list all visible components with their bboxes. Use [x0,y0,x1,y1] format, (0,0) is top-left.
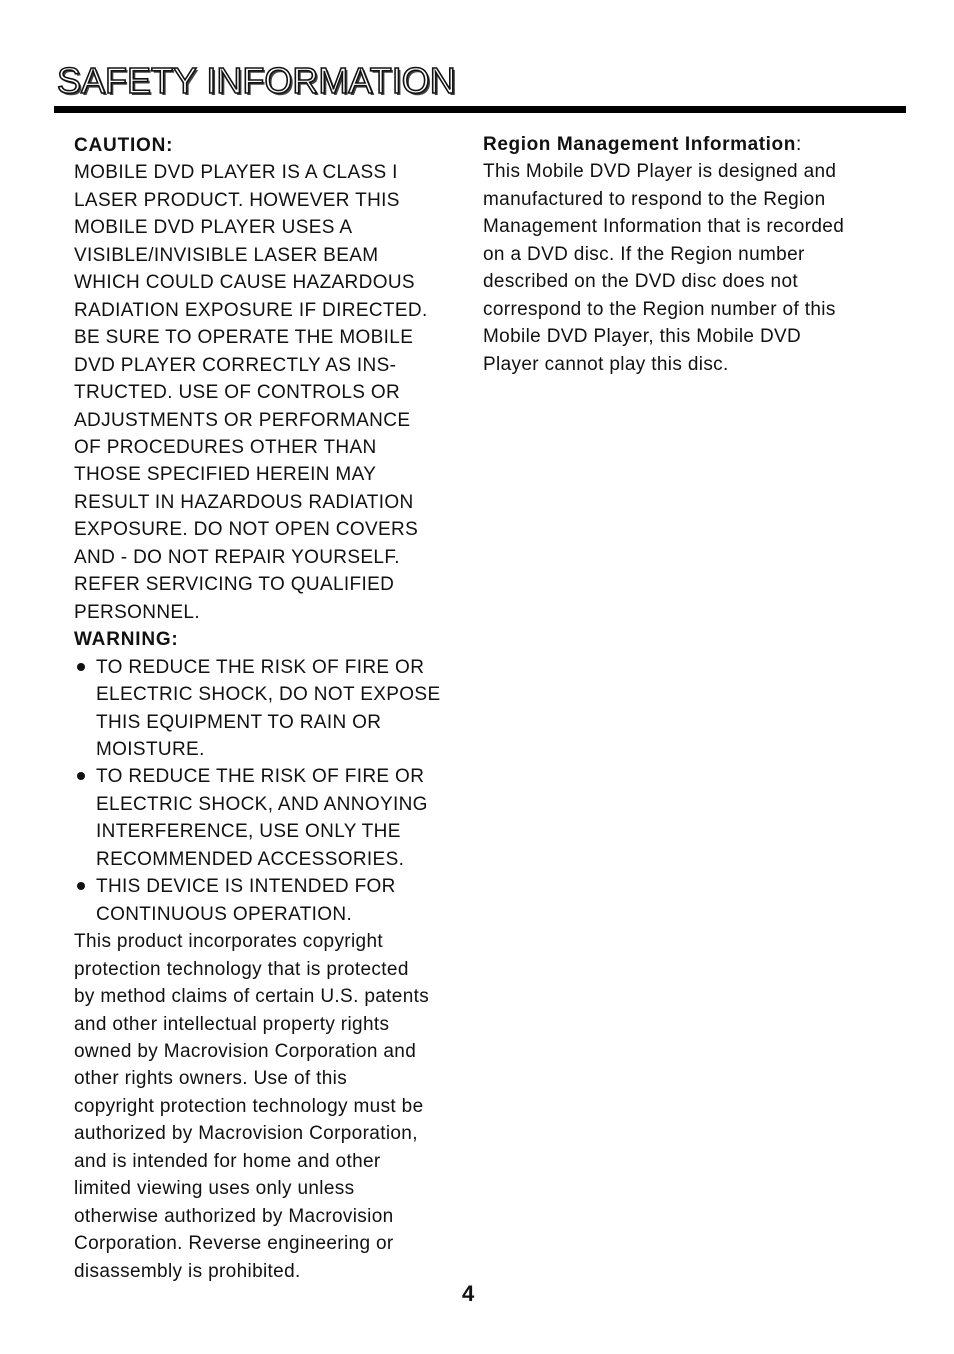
caution-line: MOBILE DVD PLAYER IS A CLASS I [74,162,398,184]
region-line: Management Information that is recorded [483,216,845,238]
caution-line: LASER PRODUCT. HOWEVER THIS [74,189,400,211]
macrovision-line: copyright protection technology must be [74,1095,424,1117]
warning-item [74,873,464,928]
caution-line: BE SURE TO OPERATE THE MOBILE [74,327,414,349]
warning-heading: WARNING: [74,629,179,651]
caution-line: AND - DO NOT REPAIR YOURSELF. [74,546,400,568]
caution-line: REFER SERVICING TO QUALIFIED [74,574,395,596]
caution-line: DVD PLAYER CORRECTLY AS INS- [74,354,397,376]
region-line: Player cannot play this disc. [483,353,729,375]
warning-line: ELECTRIC SHOCK, DO NOT EXPOSE [96,684,441,706]
warning-line: RECOMMENDED ACCESSORIES. [96,848,405,870]
caution-line: MOBILE DVD PLAYER USES A [74,217,353,239]
warning-item [74,654,464,764]
macrovision-line: authorized by Macrovision Corporation, [74,1123,418,1145]
warning-line: ELECTRIC SHOCK, AND ANNOYING [96,793,428,815]
bullet-icon [77,663,85,671]
page-title: SAFETY INFORMATION [57,60,456,101]
caution-line: RADIATION EXPOSURE IF DIRECTED. [74,299,428,321]
region-line: described on the DVD disc does not [483,271,799,293]
region-line: Mobile DVD Player, this Mobile DVD [483,326,802,348]
macrovision-line: and is intended for home and other [74,1150,381,1172]
macrovision-line: otherwise authorized by Macrovision [74,1205,394,1227]
caution-line: RESULT IN HAZARDOUS RADIATION [74,491,414,513]
bullet-icon [77,772,85,780]
macrovision-line: limited viewing uses only unless [74,1178,355,1200]
left-column [74,132,464,1285]
warning-line: CONTINUOUS OPERATION. [96,903,353,925]
page-number: 4 [462,1281,475,1306]
caution-line: THOSE SPECIFIED HEREIN MAY [74,464,377,486]
caution-line: VISIBLE/INVISIBLE LASER BEAM [74,244,379,266]
bullet-icon [77,882,85,890]
title-rule [54,106,906,113]
macrovision-line: owned by Macrovision Corporation and [74,1040,417,1062]
macrovision-line: disassembly is prohibited. [74,1260,301,1282]
caution-line: ADJUSTMENTS OR PERFORMANCE [74,409,411,431]
region-heading-colon: : [795,134,802,155]
region-line: manufactured to respond to the Region [483,188,826,210]
macrovision-line: Corporation. Reverse engineering or [74,1233,394,1255]
warning-line: THIS DEVICE IS INTENDED FOR [96,876,396,898]
macrovision-line: other rights owners. Use of this [74,1068,348,1090]
macrovision-line: by method claims of certain U.S. patents [74,986,430,1008]
macrovision-line: and other intellectual property rights [74,1013,390,1035]
caution-line: OF PROCEDURES OTHER THAN [74,436,377,458]
region-line: This Mobile DVD Player is designed and [483,161,837,183]
macrovision-line: This product incorporates copyright [74,931,384,953]
caution-text [74,159,464,626]
region-heading: Region Management Information [483,134,796,155]
caution-line: WHICH COULD CAUSE HAZARDOUS [74,272,415,294]
warning-item [74,763,464,873]
region-heading-line [483,131,893,158]
warning-list [74,654,464,929]
right-column [483,131,893,378]
warning-line: MOISTURE. [96,738,205,760]
caution-line: EXPOSURE. DO NOT OPEN COVERS [74,519,419,541]
region-line: on a DVD disc. If the Region number [483,243,805,265]
warning-line: INTERFERENCE, USE ONLY THE [96,821,401,843]
warning-line: TO REDUCE THE RISK OF FIRE OR [96,766,425,788]
region-line: correspond to the Region number of this [483,298,836,320]
caution-line: TRUCTED. USE OF CONTROLS OR [74,382,401,404]
caution-heading: CAUTION: [74,135,174,156]
region-text [483,158,893,378]
warning-line: TO REDUCE THE RISK OF FIRE OR [96,656,425,678]
macrovision-notice [74,928,464,1285]
warning-line: THIS EQUIPMENT TO RAIN OR [96,711,382,733]
macrovision-line: protection technology that is protected [74,958,409,980]
caution-line: PERSONNEL. [74,601,200,623]
